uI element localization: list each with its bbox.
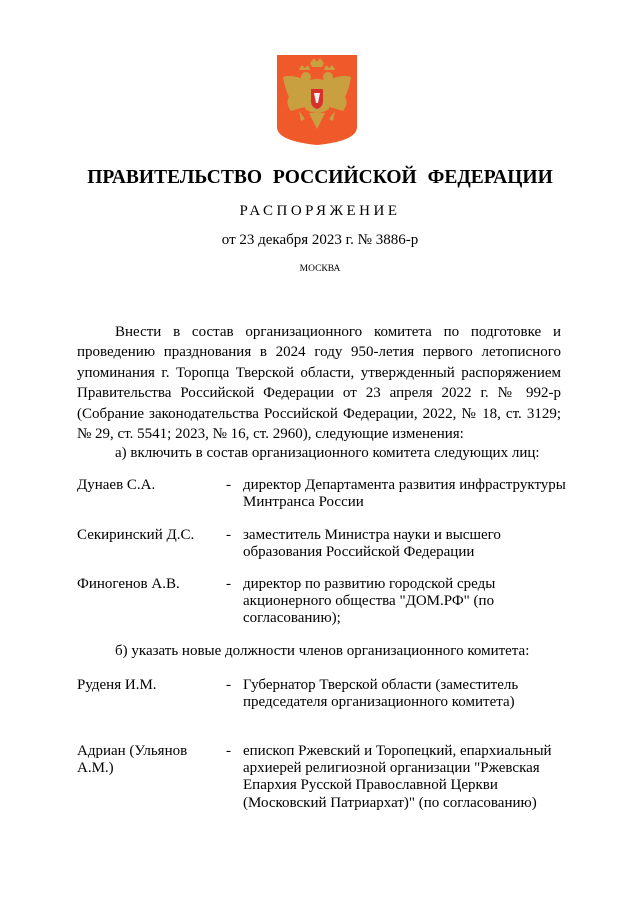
section-a-heading: а) включить в состав организационного комитета следующих лиц: [115,445,540,461]
member-position: Губернатор Тверской области (заместитель председателя организационного комитета) [243,677,519,711]
intro-paragraph: Внести в состав организационного комитета по подготовке и проведению празднования в 2024 году 950-летия первого летописного упоминания г. Торопца Тверской области, утвержденный распоряжением Правительства Российской Федерации от 23 апреля 2022 г. № 992-р (Собрание законодательства Российской Федерации, 2022, № 18, ст. 3129; № 29, ст. 5541; 2023, № 16, ст. 2960), следующие изменения: [77,324,561,443]
member-dash: - [226,477,231,493]
member-name: Секиринский Д.С. [77,527,195,543]
document-date-number: от 23 декабря 2023 г. № 3886-р [221,232,419,248]
member-dash: - [226,576,231,592]
government-title: ПРАВИТЕЛЬСТВО РОССИЙСКОЙ ФЕДЕРАЦИИ [87,167,553,188]
member-dash: - [226,677,231,693]
coat-of-arms-emblem [277,55,357,145]
russian-coat-of-arms-icon [277,55,357,145]
document-type: РАСПОРЯЖЕНИЕ [239,203,401,219]
section-b-heading: б) указать новые должности членов организационного комитета: [115,643,530,659]
member-position: директор по развитию городской среды акционерного общества "ДОМ.РФ" (по согласованию); [243,576,496,627]
member-position: директор Департамента развития инфраструктуры Минтранса России [243,477,566,511]
member-name: Финогенов А.В. [77,576,180,592]
member-position: епископ Ржевский и Торопецкий, епархиальный архиерей религиозной организации "Ржевская Епархия Русской Православной Церкви (Московский Патриархат)" (по согласованию) [243,743,552,811]
member-dash: - [226,743,231,759]
member-name: Дунаев С.А. [77,477,156,493]
member-name: Руденя И.М. [77,677,157,693]
document-city: МОСКВА [299,264,341,274]
member-position: заместитель Министра науки и высшего образования Российской Федерации [243,527,501,561]
member-name: Адриан (Ульянов А.М.) [77,743,188,777]
member-dash: - [226,527,231,543]
